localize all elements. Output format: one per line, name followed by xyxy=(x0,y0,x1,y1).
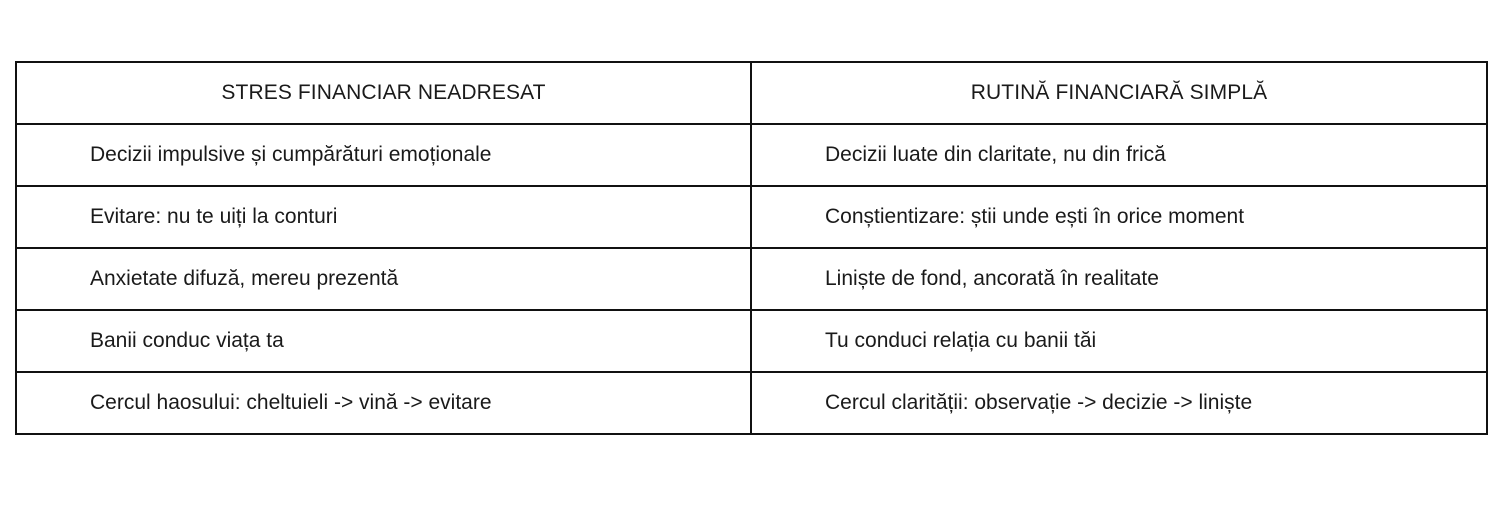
table-row xyxy=(16,310,1487,372)
cell-stress: Decizii impulsive și cumpărături emoționale xyxy=(16,124,751,186)
header-unaddressed-stress: STRES FINANCIAR NEADRESAT xyxy=(16,62,751,124)
table-row xyxy=(16,372,1487,434)
cell-stress: Evitare: nu te uiți la conturi xyxy=(16,186,751,248)
cell-routine: Decizii luate din claritate, nu din frică xyxy=(751,124,1487,186)
cell-routine: Conștientizare: știi unde ești în orice moment xyxy=(751,186,1487,248)
header-simple-routine: RUTINĂ FINANCIARĂ SIMPLĂ xyxy=(751,62,1487,124)
table-row xyxy=(16,124,1487,186)
table-header-row xyxy=(16,62,1487,124)
table-row xyxy=(16,186,1487,248)
comparison-table xyxy=(15,61,1488,435)
cell-routine: Tu conduci relația cu banii tăi xyxy=(751,310,1487,372)
cell-stress: Anxietate difuză, mereu prezentă xyxy=(16,248,751,310)
table-row xyxy=(16,248,1487,310)
cell-routine: Liniște de fond, ancorată în realitate xyxy=(751,248,1487,310)
cell-stress: Cercul haosului: cheltuieli -> vină -> evitare xyxy=(16,372,751,434)
cell-stress: Banii conduc viața ta xyxy=(16,310,751,372)
cell-routine: Cercul clarității: observație -> decizie -> liniște xyxy=(751,372,1487,434)
